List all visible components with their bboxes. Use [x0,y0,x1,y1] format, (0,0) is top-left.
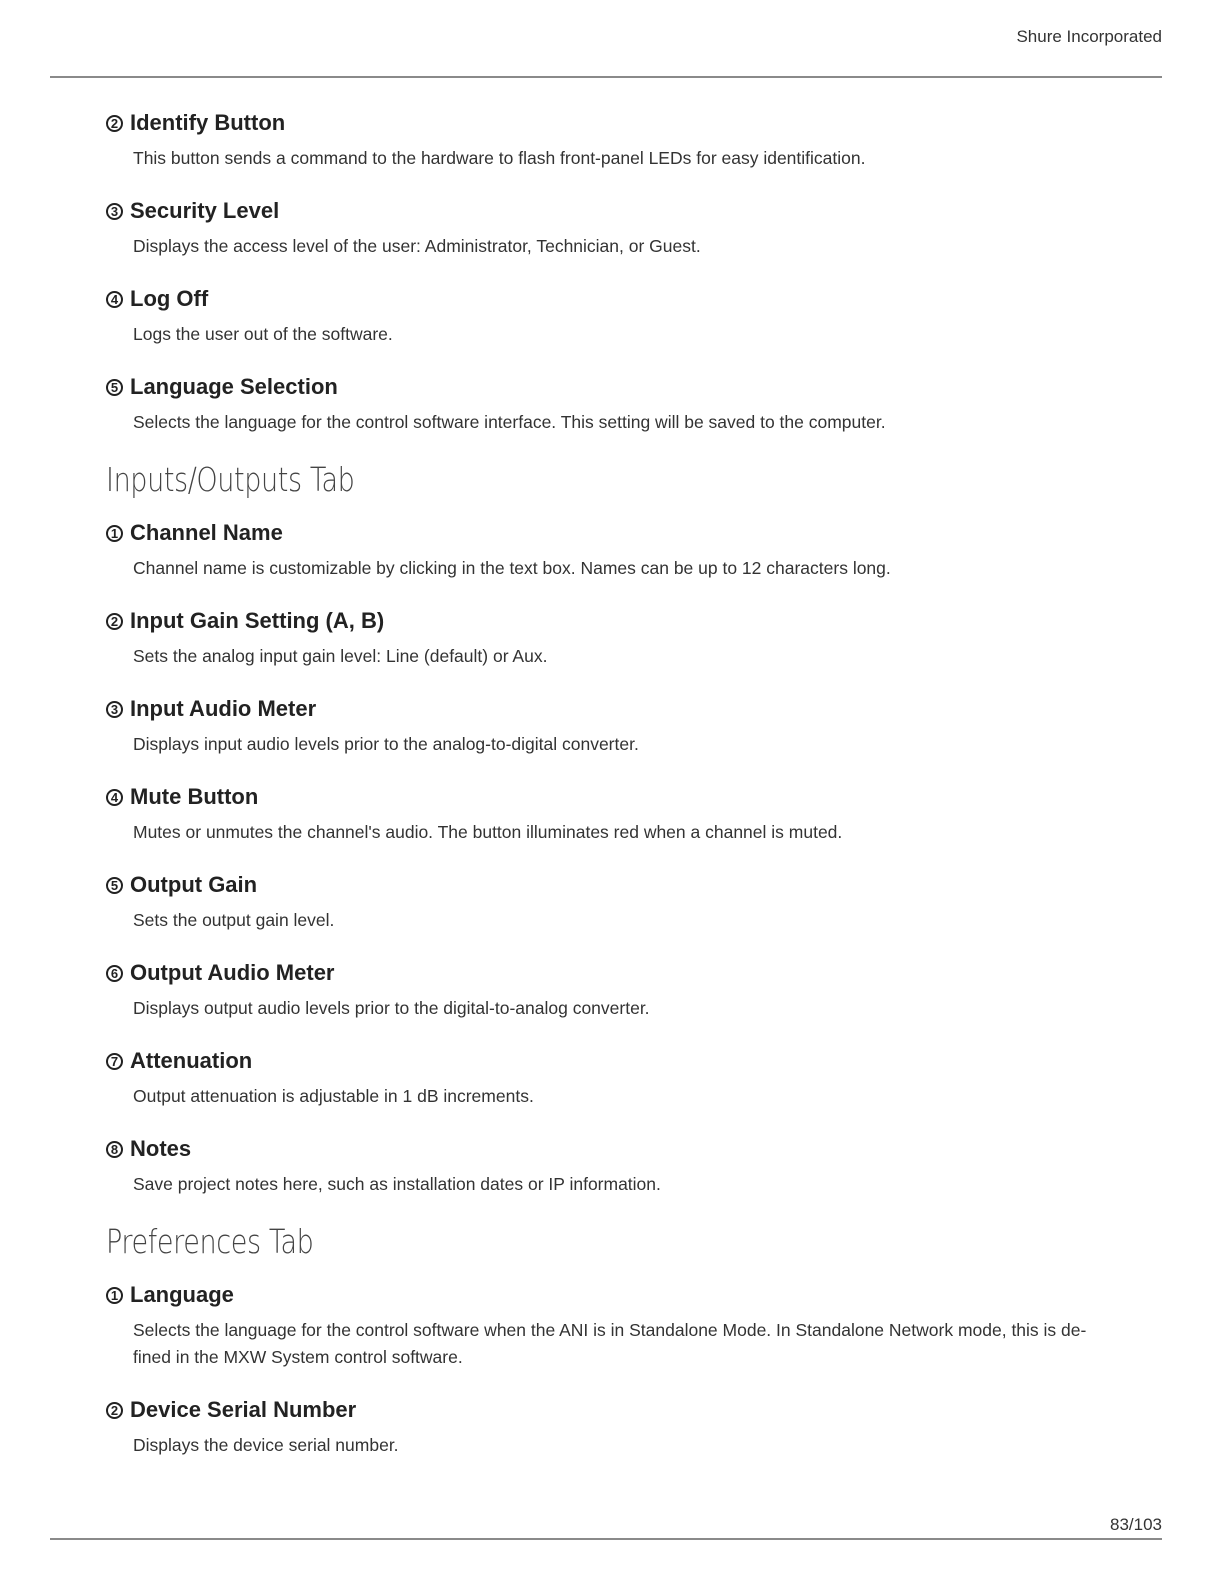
item-title-text: Language [130,1282,234,1307]
number-badge: 1 [106,1287,123,1304]
number-badge: 4 [106,789,123,806]
item-title [106,284,1116,314]
item-title-text: Output Audio Meter [130,960,335,985]
number-badge: 2 [106,613,123,630]
item-title [106,694,1116,724]
item-title [106,518,1116,548]
item-output-audio-meter [106,958,1116,1022]
item-description: Selects the language for the control software interface. This setting will be saved to the computer. [133,412,886,432]
item-title-text: Mute Button [130,784,259,809]
item-title-text: Input Audio Meter [130,696,317,721]
item-title-text: Language Selection [130,374,338,399]
number-badge: 5 [106,877,123,894]
item-title-text: Channel Name [130,520,283,545]
item-description: Sets the output gain level. [133,910,335,930]
number-badge: 7 [106,1053,123,1070]
item-language [106,1280,1116,1371]
item-title-text: Input Gain Setting (A, B) [130,608,385,633]
number-badge: 5 [106,379,123,396]
item-title-text: Log Off [130,286,209,311]
footer-rule [50,1538,1162,1540]
item-description: Displays output audio levels prior to the digital-to-analog converter. [133,998,650,1018]
item-title [106,108,1116,138]
item-title [106,1280,1116,1310]
item-title [106,1395,1116,1425]
item-description: Mutes or unmutes the channel's audio. The button illuminates red when a channel is muted. [133,822,843,842]
item-mute-button [106,782,1116,846]
number-badge: 1 [106,525,123,542]
item-title-text: Output Gain [130,872,258,897]
item-channel-name [106,518,1116,582]
item-attenuation [106,1046,1116,1110]
item-description: Save project notes here, such as installation dates or IP information. [133,1174,661,1194]
item-title [106,782,1116,812]
item-title [106,1134,1116,1164]
item-title [106,196,1116,226]
item-output-gain [106,870,1116,934]
number-badge: 6 [106,965,123,982]
item-title-text: Device Serial Number [130,1397,357,1422]
item-title [106,958,1116,988]
item-description: Logs the user out of the software. [133,324,393,344]
item-description: Displays input audio levels prior to the analog-to-digital converter. [133,734,639,754]
header-rule [50,76,1162,78]
item-title-text: Notes [130,1136,192,1161]
item-identify-button [106,108,1116,172]
section-title-preferences: Preferences Tab [106,1222,314,1261]
item-input-gain-setting [106,606,1116,670]
number-badge: 3 [106,203,123,220]
item-title-text: Identify Button [130,110,286,135]
item-description: Channel name is customizable by clicking in the text box. Names can be up to 12 characters long. [133,558,891,578]
item-device-serial-number [106,1395,1116,1459]
item-title [106,870,1116,900]
item-description: Selects the language for the control software when the ANI is in Standalone Mode. In Standalone Network mode, this is de-fined in the MXW System control software. [133,1320,1087,1367]
item-description: Sets the analog input gain level: Line (default) or Aux. [133,646,548,666]
item-title-text: Security Level [130,198,280,223]
item-title [106,372,1116,402]
number-badge: 2 [106,1402,123,1419]
page-number: 83/103 [1110,1515,1162,1534]
item-description: Displays the device serial number. [133,1435,399,1455]
number-badge: 8 [106,1141,123,1158]
item-log-off [106,284,1116,348]
page-content [106,108,1116,1483]
item-security-level [106,196,1116,260]
section-title-inputs-outputs: Inputs/Outputs Tab [106,460,355,499]
number-badge: 2 [106,115,123,132]
item-title [106,606,1116,636]
item-description: Output attenuation is adjustable in 1 dB increments. [133,1086,534,1106]
number-badge: 4 [106,291,123,308]
item-input-audio-meter [106,694,1116,758]
item-notes [106,1134,1116,1198]
item-language-selection [106,372,1116,436]
number-badge: 3 [106,701,123,718]
header-company: Shure Incorporated [1016,27,1162,46]
item-description: Displays the access level of the user: Administrator, Technician, or Guest. [133,236,701,256]
item-title-text: Attenuation [130,1048,253,1073]
item-description: This button sends a command to the hardware to flash front-panel LEDs for easy identification. [133,148,866,168]
item-title [106,1046,1116,1076]
